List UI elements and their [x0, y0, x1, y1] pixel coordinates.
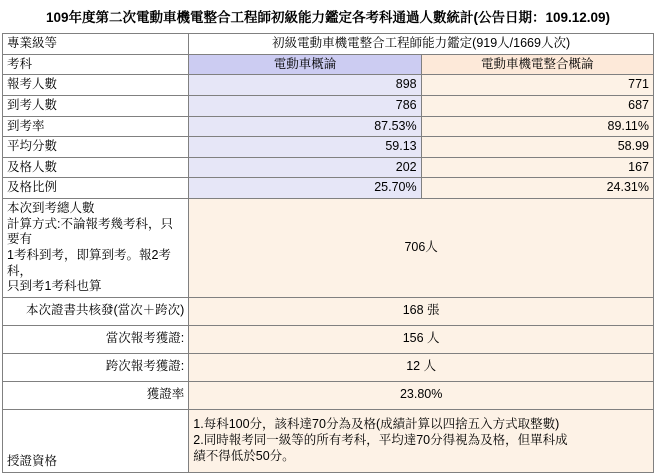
- subject-row-label: 考科: [3, 54, 189, 75]
- table-row-qualification: [3, 409, 654, 472]
- row-value-a: 87.53%: [189, 116, 421, 137]
- row-value-a: 59.13: [189, 137, 421, 158]
- table-row: [3, 178, 654, 199]
- cert-row-value: 168 張: [189, 297, 654, 325]
- total-attend-note-line: 1考科到考，即算到考。報2考科，: [7, 247, 171, 278]
- row-label: 及格人數: [3, 157, 189, 178]
- table-row: [3, 381, 654, 409]
- table-row: [3, 157, 654, 178]
- table-row: [3, 353, 654, 381]
- table-row-total-attend: [3, 199, 654, 298]
- row-value-b: 24.31%: [421, 178, 653, 199]
- total-attend-note-line: 本次到考總人數: [7, 201, 95, 215]
- row-label: 到考人數: [3, 95, 189, 116]
- row-value-b: 167: [421, 157, 653, 178]
- row-label: 及格比例: [3, 178, 189, 199]
- row-value-a: 898: [189, 75, 421, 96]
- subject-header-b: 電動車機電整合概論: [421, 54, 653, 75]
- page-title: 109年度第二次電動車機電整合工程師初級能力鑑定各考科通過人數統計(公告日期：109.12.09): [45, 10, 611, 25]
- row-label: 報考人數: [3, 75, 189, 96]
- cert-row-value: 12 人: [189, 353, 654, 381]
- cert-row-label: 跨次報考獲證:: [3, 353, 189, 381]
- qualification-text: [189, 409, 654, 472]
- subject-header-a: 電動車概論: [189, 54, 421, 75]
- row-label: 到考率: [3, 116, 189, 137]
- row-value-b: 687: [421, 95, 653, 116]
- statistics-table: [2, 33, 654, 473]
- table-row: [3, 95, 654, 116]
- row-value-b: 89.11%: [421, 116, 653, 137]
- professional-level-label: 專業級等: [3, 34, 189, 55]
- qualification-line: 2.同時報考同一級等的所有考科，平均達70分得視為及格，但單科成: [193, 432, 568, 447]
- table-row: [3, 34, 654, 55]
- cert-row-value: 23.80%: [189, 381, 654, 409]
- cert-row-label: 本次證書共核發(當次＋跨次): [3, 297, 189, 325]
- table-row: [3, 137, 654, 158]
- row-label: 平均分數: [3, 137, 189, 158]
- table-row: [3, 297, 654, 325]
- total-attend-value: 706人: [189, 199, 654, 298]
- cert-row-label: 當次報考獲證:: [3, 325, 189, 353]
- table-row: [3, 75, 654, 96]
- qualification-line: 績不得低於50分。: [193, 448, 295, 463]
- row-value-a: 786: [189, 95, 421, 116]
- qualification-label: 授證資格: [3, 409, 189, 472]
- total-attend-note-line: 計算方式:不論報考幾考科，只要有: [7, 216, 173, 247]
- row-value-b: 58.99: [421, 137, 653, 158]
- row-value-a: 25.70%: [189, 178, 421, 199]
- total-attend-note-line: 只到考1考科也算: [7, 279, 102, 294]
- row-value-b: 771: [421, 75, 653, 96]
- cert-row-value: 156 人: [189, 325, 654, 353]
- group-header: 初級電動車機電整合工程師能力鑑定(919人/1669人次): [189, 34, 654, 55]
- table-row: [3, 54, 654, 75]
- cert-row-label: 獲證率: [3, 381, 189, 409]
- total-attend-note: [3, 199, 189, 298]
- table-row: [3, 116, 654, 137]
- qualification-line: 1.每科100分，該科達70分為及格(成績計算以四捨五入方式取整數): [193, 417, 560, 432]
- row-value-a: 202: [189, 157, 421, 178]
- table-row: [3, 325, 654, 353]
